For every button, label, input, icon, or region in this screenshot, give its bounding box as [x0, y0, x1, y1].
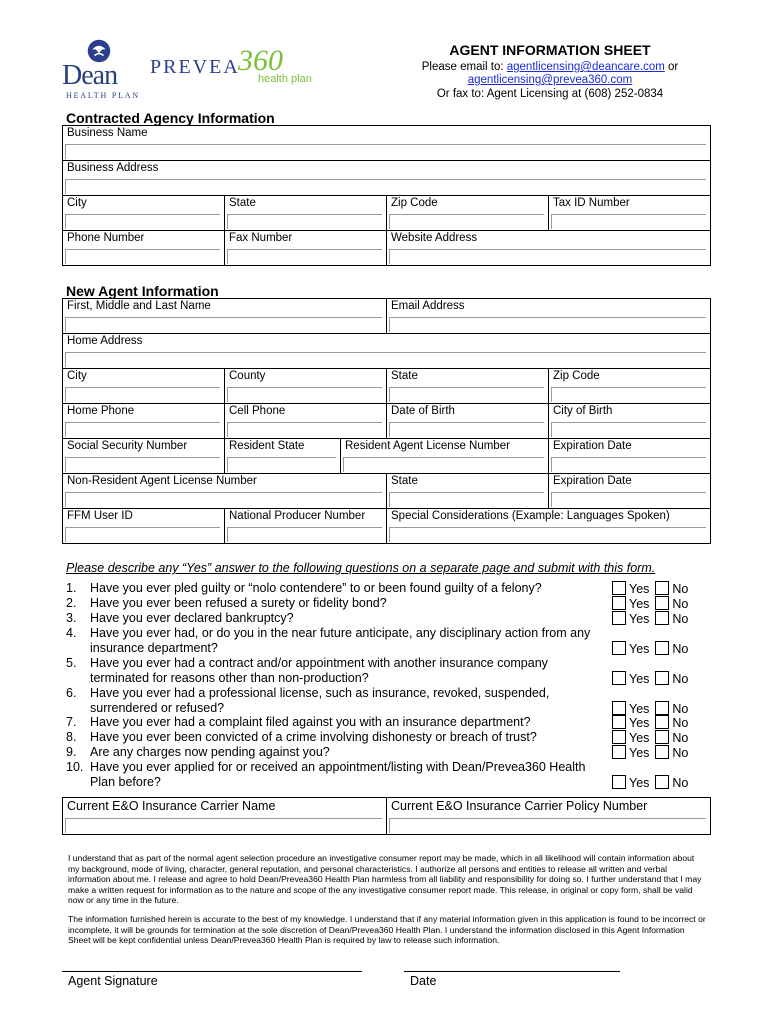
expiration-2-label: Expiration Date — [553, 475, 632, 487]
question-4-answer — [612, 641, 688, 657]
business-address-label: Business Address — [67, 162, 159, 174]
agency-zip-cell — [387, 196, 549, 231]
agent-state-label: State — [391, 370, 418, 382]
no-label: No — [672, 642, 689, 656]
question-1-answer — [612, 581, 688, 597]
question-10-answer — [612, 775, 688, 791]
question-2-answer — [612, 596, 688, 612]
email-instruction-2 — [390, 74, 710, 86]
dob-field[interactable] — [389, 422, 544, 437]
question-9-answer — [612, 745, 688, 761]
question-3-answer — [612, 611, 688, 627]
no-label: No — [672, 716, 689, 730]
resident-license-cell — [341, 439, 549, 474]
yes-checkbox[interactable] — [612, 581, 626, 595]
question-text: Have you ever had a professional license, such as insurance, revoked, suspended, surrendered or refused? — [90, 686, 550, 715]
no-label: No — [672, 702, 689, 716]
date-line[interactable] — [404, 971, 620, 972]
yes-checkbox[interactable] — [612, 775, 626, 789]
email-link-deancare[interactable]: agentlicensing@deancare.com — [506, 61, 665, 73]
agency-state-field[interactable] — [227, 214, 382, 229]
full-name-field[interactable] — [65, 317, 382, 332]
eo-policy-field[interactable] — [389, 818, 706, 833]
agent-zip-field[interactable] — [551, 387, 706, 402]
full-name-label: First, Middle and Last Name — [67, 300, 211, 312]
agent-form — [62, 298, 711, 544]
agency-city-field[interactable] — [65, 214, 220, 229]
dean-logo-text: Dean — [62, 60, 118, 91]
special-considerations-cell — [387, 509, 711, 544]
home-phone-cell — [63, 404, 225, 439]
ffm-id-cell — [63, 509, 225, 544]
yes-label: Yes — [629, 612, 650, 626]
agent-email-cell — [387, 299, 711, 334]
no-checkbox[interactable] — [655, 715, 669, 729]
yes-label: Yes — [629, 731, 650, 745]
tax-id-cell — [549, 196, 711, 231]
home-address-field[interactable] — [65, 352, 706, 367]
agent-signature-label: Agent Signature — [68, 974, 158, 988]
ssn-field[interactable] — [65, 457, 220, 472]
yes-label: Yes — [629, 597, 650, 611]
question-text: Have you ever declared bankruptcy? — [90, 611, 294, 625]
yes-checkbox[interactable] — [612, 715, 626, 729]
agency-state-label: State — [229, 197, 256, 209]
question-8-answer — [612, 730, 688, 746]
nonresident-license-cell — [63, 474, 387, 509]
website-field[interactable] — [389, 249, 706, 264]
expiration-2-field[interactable] — [551, 492, 706, 507]
agent-section-title: New Agent Information — [66, 283, 219, 299]
npn-cell — [225, 509, 387, 544]
website-cell — [387, 231, 711, 266]
business-name-label: Business Name — [67, 127, 148, 139]
fax-instruction: Or fax to: Agent Licensing at (608) 252-0834 — [436, 88, 664, 100]
no-label: No — [672, 672, 689, 686]
eo-form — [62, 797, 711, 835]
prevea-360-logo: 360 — [238, 44, 283, 77]
no-label: No — [672, 582, 689, 596]
resident-state-label: Resident State — [229, 440, 305, 452]
yes-checkbox[interactable] — [612, 611, 626, 625]
nonresident-license-label: Non-Resident Agent License Number — [67, 475, 257, 487]
agent-email-field[interactable] — [389, 317, 706, 332]
yes-checkbox[interactable] — [612, 745, 626, 759]
no-checkbox[interactable] — [655, 596, 669, 610]
agency-state-cell — [225, 196, 387, 231]
no-label: No — [672, 597, 689, 611]
city-of-birth-cell — [549, 404, 711, 439]
home-phone-field[interactable] — [65, 422, 220, 437]
county-label: County — [229, 370, 266, 382]
question-5-answer — [612, 671, 688, 687]
county-field[interactable] — [227, 387, 382, 402]
home-phone-label: Home Phone — [67, 405, 135, 417]
agency-form — [62, 125, 711, 266]
question-number: 8. — [66, 730, 77, 744]
question-number: 6. — [66, 686, 77, 700]
npn-label: National Producer Number — [229, 510, 366, 522]
business-name-field[interactable] — [65, 144, 706, 159]
resident-license-field[interactable] — [343, 457, 544, 472]
question-number: 4. — [66, 626, 77, 640]
resident-state-field[interactable] — [227, 457, 336, 472]
legal-consent-paragraph: I understand that as part of the normal agent selection procedure an investigative consumer report may be made, which in all likelihood will contain information about my background, mode of living, character, general reputation, and personal characteristics. I authorize all persons and entities to release all written and verbal information about me. I release and agree to hold Dean/Prevea360 Health Plan harmless from all liability and responsibility for doing so. I further understand that I may make a written request for information as to the nature and scope of the any investigative consumer report made. This release, in original or copy form, shall be valid now or any time in the future. — [68, 853, 702, 905]
no-checkbox[interactable] — [655, 775, 669, 789]
agency-zip-field[interactable] — [389, 214, 544, 229]
yes-checkbox[interactable] — [612, 671, 626, 685]
question-number: 7. — [66, 715, 77, 729]
yes-checkbox[interactable] — [612, 730, 626, 744]
eo-carrier-cell — [63, 798, 387, 835]
question-number: 1. — [66, 581, 77, 595]
yes-checkbox[interactable] — [612, 641, 626, 655]
no-checkbox[interactable] — [655, 671, 669, 685]
question-7-answer — [612, 715, 688, 731]
question-number: 3. — [66, 611, 77, 625]
yes-label: Yes — [629, 716, 650, 730]
business-address-cell — [63, 161, 711, 196]
no-label: No — [672, 731, 689, 745]
agent-city-field[interactable] — [65, 387, 220, 402]
agent-zip-cell — [549, 369, 711, 404]
dob-cell — [387, 404, 549, 439]
legal-accuracy-paragraph: The information furnished herein is accurate to the best of my knowledge. I understand that if any material information given in this application is found to be incorrect or incomplete, it will be grounds for termination at the sole discretion of Dean/Prevea360 Health Plan. I understand the information disclosed in this Agent Information Sheet will be kept confidential unless Dean/Prevea360 Health Plan is required by law to release such information. — [68, 914, 706, 945]
nonresident-state-field[interactable] — [389, 492, 544, 507]
resident-license-label: Resident Agent License Number — [345, 440, 510, 452]
agency-fax-label: Fax Number — [229, 232, 293, 244]
agent-state-cell — [387, 369, 549, 404]
yes-label: Yes — [629, 582, 650, 596]
question-text: Have you ever had, or do you in the near future anticipate, any disciplinary action from any insurance department? — [90, 626, 591, 655]
agency-section-title: Contracted Agency Information — [66, 110, 275, 126]
city-of-birth-label: City of Birth — [553, 405, 613, 417]
question-number: 2. — [66, 596, 77, 610]
ssn-cell — [63, 439, 225, 474]
agent-state-field[interactable] — [389, 387, 544, 402]
nonresident-state-label: State — [391, 475, 418, 487]
ffm-id-field[interactable] — [65, 527, 220, 542]
eo-policy-cell — [387, 798, 711, 835]
website-label: Website Address — [391, 232, 478, 244]
yes-label: Yes — [629, 702, 650, 716]
prevea-logo-text: PREVEA — [150, 56, 240, 78]
no-label: No — [672, 776, 689, 790]
no-checkbox[interactable] — [655, 611, 669, 625]
yes-checkbox[interactable] — [612, 701, 626, 715]
special-considerations-label: Special Considerations (Example: Languages Spoken) — [391, 510, 670, 522]
no-checkbox[interactable] — [655, 581, 669, 595]
prevea-logo-subtext: health plan — [258, 73, 312, 85]
cell-phone-field[interactable] — [227, 422, 382, 437]
business-address-field[interactable] — [65, 179, 706, 194]
nonresident-state-cell — [387, 474, 549, 509]
special-considerations-field[interactable] — [389, 527, 706, 542]
question-text: Are any charges now pending against you? — [90, 745, 330, 759]
page-title: AGENT INFORMATION SHEET — [449, 42, 651, 58]
question-text: Have you ever pled guilty or “nolo contendere” to or been found guilty of a felony? — [90, 581, 542, 595]
no-checkbox[interactable] — [655, 745, 669, 759]
agency-city-label: City — [67, 197, 87, 209]
cell-phone-cell — [225, 404, 387, 439]
agent-city-label: City — [67, 370, 87, 382]
expiration-1-cell — [549, 439, 711, 474]
tax-id-field[interactable] — [551, 214, 706, 229]
dob-label: Date of Birth — [391, 405, 455, 417]
agent-zip-label: Zip Code — [553, 370, 600, 382]
question-number: 5. — [66, 656, 77, 670]
yes-label: Yes — [629, 746, 650, 760]
expiration-1-label: Expiration Date — [553, 440, 632, 452]
no-label: No — [672, 612, 689, 626]
dean-logo-subtext: HEALTH PLAN — [66, 91, 140, 100]
ssn-label: Social Security Number — [67, 440, 188, 452]
date-label: Date — [410, 974, 437, 988]
questions-instruction: Please describe any “Yes” answer to the following questions on a separate page and submit with this form. — [66, 561, 656, 575]
no-label: No — [672, 746, 689, 760]
city-of-birth-field[interactable] — [551, 422, 706, 437]
tax-id-label: Tax ID Number — [553, 197, 630, 209]
agency-phone-cell — [63, 231, 225, 266]
expiration-2-cell — [549, 474, 711, 509]
eo-carrier-label: Current E&O Insurance Carrier Name — [67, 799, 276, 813]
agency-city-cell — [63, 196, 225, 231]
yes-checkbox[interactable] — [612, 596, 626, 610]
agency-zip-label: Zip Code — [391, 197, 438, 209]
agent-city-cell — [63, 369, 225, 404]
question-number: 10. — [66, 760, 84, 774]
question-text: Have you ever been convicted of a crime involving dishonesty or breach of trust? — [90, 730, 537, 744]
no-checkbox[interactable] — [655, 701, 669, 715]
ffm-id-label: FFM User ID — [67, 510, 133, 522]
yes-label: Yes — [629, 776, 650, 790]
county-cell — [225, 369, 387, 404]
question-text: Have you ever been refused a surety or fidelity bond? — [90, 596, 387, 610]
nonresident-license-field[interactable] — [65, 492, 382, 507]
expiration-1-field[interactable] — [551, 457, 706, 472]
yes-label: Yes — [629, 642, 650, 656]
npn-field[interactable] — [227, 527, 382, 542]
question-text: Have you ever had a contract and/or appointment with another insurance company terminated for reasons other than non-production? — [90, 656, 548, 685]
agent-email-label: Email Address — [391, 300, 465, 312]
agency-fax-field[interactable] — [227, 249, 382, 264]
email-prefix: Please email to: — [421, 61, 507, 73]
agency-phone-field[interactable] — [65, 249, 220, 264]
home-address-label: Home Address — [67, 335, 143, 347]
cell-phone-label: Cell Phone — [229, 405, 286, 417]
eo-policy-label: Current E&O Insurance Carrier Policy Number — [391, 799, 648, 813]
question-text: Have you ever had a complaint filed against you with an insurance department? — [90, 715, 531, 729]
yes-label: Yes — [629, 672, 650, 686]
email-instruction — [390, 60, 710, 74]
email-or: or — [664, 61, 679, 73]
home-address-cell — [63, 334, 711, 369]
eo-carrier-field[interactable] — [65, 818, 382, 833]
question-number: 9. — [66, 745, 77, 759]
no-checkbox[interactable] — [655, 641, 669, 655]
no-checkbox[interactable] — [655, 730, 669, 744]
question-text: Have you ever applied for or received an appointment/listing with Dean/Prevea360 Health Plan before? — [90, 760, 586, 789]
email-link-prevea[interactable]: agentlicensing@prevea360.com — [467, 74, 633, 86]
agency-phone-label: Phone Number — [67, 232, 145, 244]
agency-fax-cell — [225, 231, 387, 266]
full-name-cell — [63, 299, 387, 334]
signature-line[interactable] — [62, 971, 362, 972]
business-name-cell — [63, 126, 711, 161]
resident-state-cell — [225, 439, 341, 474]
